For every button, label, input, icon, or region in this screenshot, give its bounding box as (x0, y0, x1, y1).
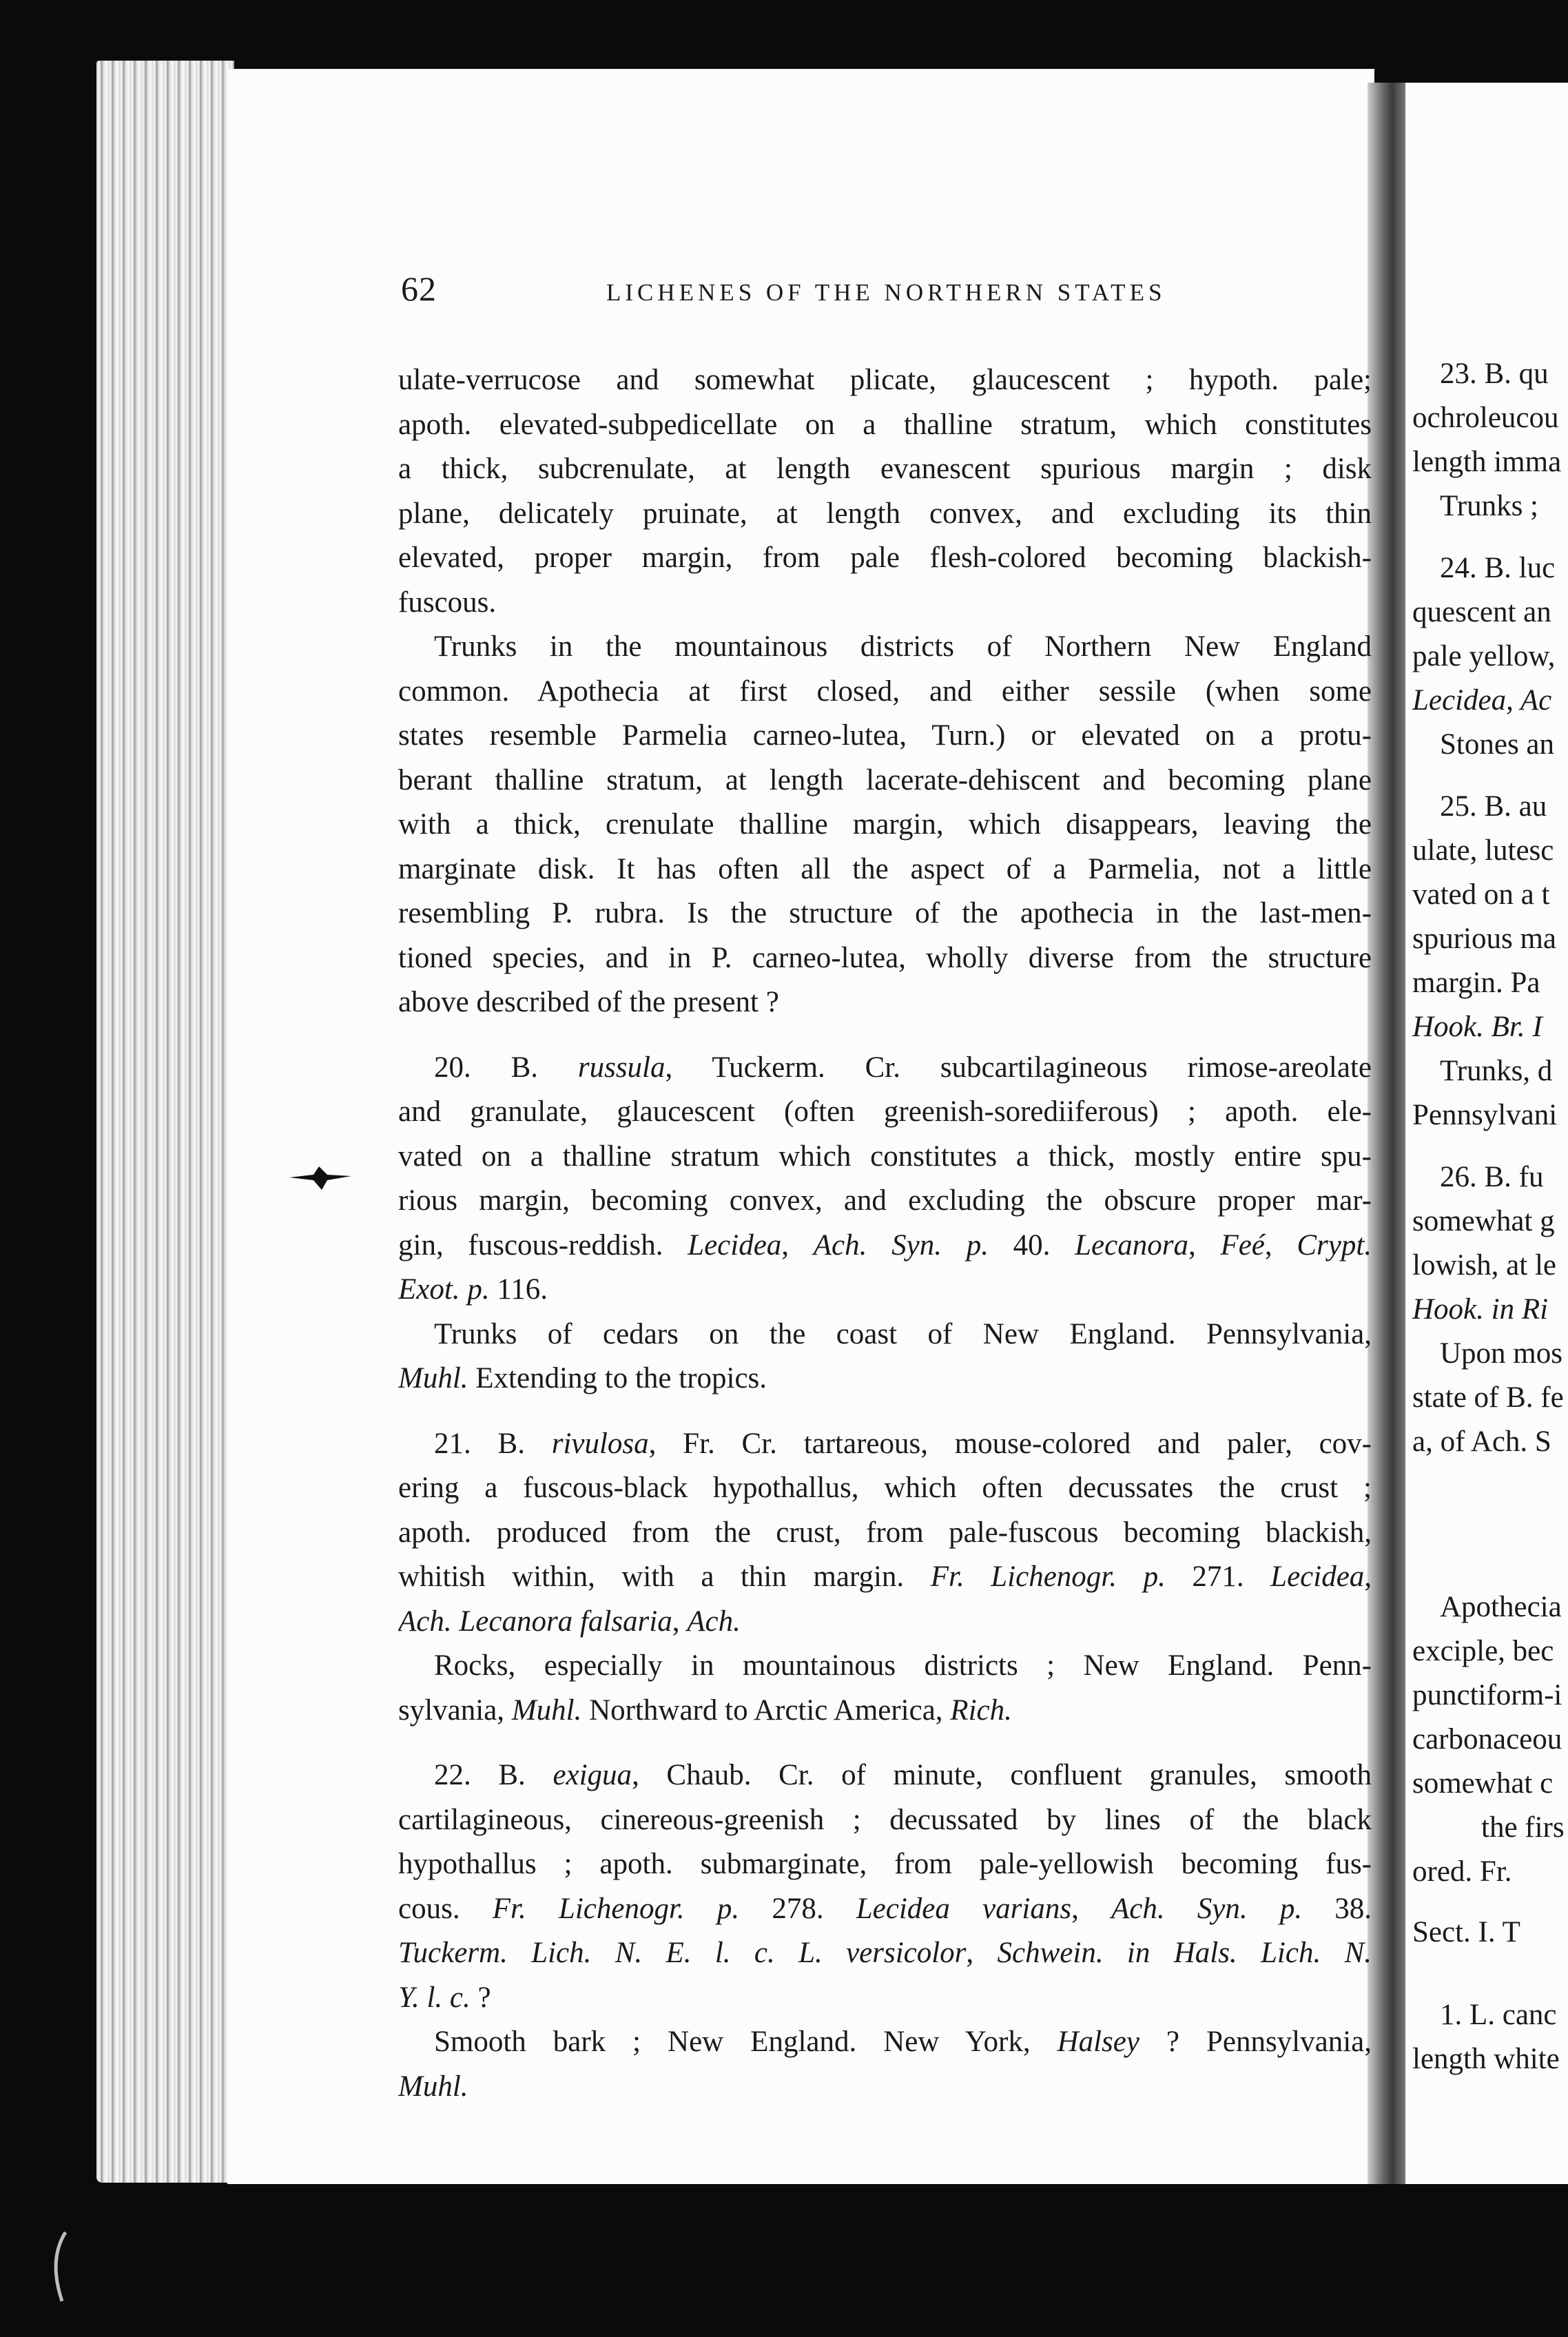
text-line: 20. B. russula, Tuckerm. Cr. subcartilagineous rimose-areolate (434, 1051, 1372, 1084)
text-line: common. Apothecia at first closed, and either sessile (when some (398, 675, 1372, 708)
text-line: tioned species, and in P. carneo-lutea, wholly diverse from the structure (398, 941, 1372, 974)
text-line: 22. B. exigua, Chaub. Cr. of minute, confluent granules, smooth (434, 1759, 1372, 1791)
right-line: ored. Fr. (1412, 1855, 1512, 1888)
right-line: somewhat c (1412, 1767, 1554, 1800)
text-line: ering a fuscous-black hypothallus, which often decussates the crust ; (398, 1472, 1372, 1504)
right-line: Upon mos (1440, 1337, 1562, 1370)
right-line: length imma (1412, 446, 1562, 478)
text-line: plane, delicately pruinate, at length convex, and excluding its thin (398, 497, 1372, 530)
right-line: spurious ma (1412, 923, 1557, 955)
text-line: whitish within, with a thin margin. Fr. Lichenogr. p. 271. Lecidea, (398, 1561, 1372, 1593)
text-line: Muhl. Extending to the tropics. (398, 1362, 767, 1394)
right-line: length white (1412, 2043, 1560, 2075)
right-line: Trunks ; (1440, 490, 1539, 522)
right-line: 26. B. fu (1440, 1161, 1544, 1193)
text-line: gin, fuscous-reddish. Lecidea, Ach. Syn. p. 40. Lecanora, Feé, Crypt. (398, 1228, 1372, 1262)
text-line: Rocks, especially in mountainous districts ; New England. Penn- (434, 1649, 1372, 1682)
right-line: punctiform-i (1412, 1679, 1562, 1711)
page-number: 62 (401, 269, 437, 308)
right-line: the firs (1481, 1811, 1565, 1844)
text-line: states resemble Parmelia carneo-lutea, Turn.) or elevated on a protu- (398, 719, 1372, 752)
right-line: a, of Ach. S (1412, 1425, 1551, 1458)
text-line: Y. l. c. ? (398, 1981, 491, 2014)
text-line: cous. Fr. Lichenogr. p. 278. Lecidea varians, Ach. Syn. p. 38. (398, 1892, 1372, 1925)
right-line: Apothecia (1440, 1591, 1562, 1623)
right-line: 23. B. qu (1440, 358, 1549, 390)
text-line: with a thick, crenulate thalline margin, which disappears, leaving the (398, 808, 1372, 841)
right-line: lowish, at le (1412, 1249, 1556, 1281)
text-line: marginate disk. It has often all the aspect of a Parmelia, not a little (398, 852, 1372, 885)
text-line: ulate-verrucose and somewhat plicate, glaucescent ; hypoth. pale; (398, 364, 1372, 396)
text-line: Trunks of cedars on the coast of New England. Pennsylvania, (434, 1317, 1372, 1350)
body-text (398, 358, 1372, 2109)
text-line: Muhl. (398, 2070, 468, 2103)
text-line: apoth. elevated-subpedicellate on a thalline stratum, which constitutes (398, 408, 1372, 441)
text-line: and granulate, glaucescent (often greenish-sorediiferous) ; apoth. ele- (398, 1095, 1372, 1128)
right-line: 1. L. canc (1440, 1999, 1557, 2031)
right-line: carbonaceou (1412, 1723, 1562, 1756)
right-line: exciple, bec (1412, 1635, 1554, 1667)
right-page (1405, 83, 1568, 2184)
text-line: above described of the present ? (398, 986, 779, 1018)
right-line: quescent an (1412, 596, 1551, 628)
right-line: state of B. fe (1412, 1381, 1564, 1414)
text-line: a thick, subcrenulate, at length evanescent spurious margin ; disk (398, 453, 1372, 485)
right-line: Pennsylvani (1412, 1099, 1558, 1131)
right-line: somewhat g (1412, 1205, 1555, 1237)
text-line: sylvania, Muhl. Northward to Arctic America, Rich. (398, 1693, 1012, 1727)
book-gutter (1368, 83, 1409, 2184)
text-line: Exot. p. 116. (398, 1273, 548, 1306)
text-line: 21. B. rivulosa, Fr. Cr. tartareous, mouse-colored and paler, cov- (434, 1427, 1372, 1460)
running-head: LICHENES OF THE NORTHERN STATES (606, 279, 1166, 306)
right-line: pale yellow, (1412, 640, 1556, 672)
text-line: apoth. produced from the crust, from pale-fuscous becoming blackish, (398, 1516, 1372, 1549)
page-edges (96, 61, 234, 2183)
right-line: Lecidea, Ac (1412, 684, 1552, 717)
right-line: Hook. Br. I (1412, 1011, 1543, 1043)
text-line: hypothallus ; apoth. submarginate, from pale-yellowish becoming fus- (398, 1848, 1372, 1880)
pointing-hand-icon (286, 1161, 355, 1195)
paragraph-gap (398, 1401, 1372, 1422)
right-line: ulate, lutesc (1412, 834, 1554, 867)
text-line: rious margin, becoming convex, and excluding the obscure proper mar- (398, 1184, 1372, 1217)
right-line: margin. Pa (1412, 967, 1540, 999)
right-line: Sect. I. T (1412, 1916, 1520, 1948)
text-line: Ach. Lecanora falsaria, Ach. (398, 1605, 741, 1638)
text-line: elevated, proper margin, from pale flesh-colored becoming blackish- (398, 542, 1372, 574)
text-line: vated on a thalline stratum which constitutes a thick, mostly entire spu- (398, 1140, 1372, 1173)
paragraph-gap (398, 1025, 1372, 1046)
right-line: Trunks, d (1440, 1055, 1553, 1087)
right-line: vated on a t (1412, 878, 1550, 911)
right-line: Hook. in Ri (1412, 1293, 1549, 1326)
text-line: Smooth bark ; New England. New York, Halsey ? Pennsylvania, (434, 2026, 1372, 2058)
text-line: berant thalline stratum, at length lacerate-dehiscent and becoming plane (398, 763, 1372, 796)
right-line: ochroleucou (1412, 402, 1559, 434)
text-line: fuscous. (398, 586, 497, 619)
text-line: Trunks in the mountainous districts of Northern New England (434, 630, 1372, 663)
text-line: Tuckerm. Lich. N. E. l. c. L. versicolor, Schwein. in Hals. Lich. N. (398, 1937, 1372, 1969)
paragraph-gap (398, 1733, 1372, 1753)
page-corner-mark (41, 2225, 76, 2308)
right-line: 25. B. au (1440, 790, 1547, 823)
text-line: resembling P. rubra. Is the structure of the apothecia in the last-men- (398, 897, 1372, 929)
right-line: 24. B. luc (1440, 552, 1556, 584)
right-line: Stones an (1440, 728, 1555, 761)
text-line: cartilagineous, cinereous-greenish ; decussated by lines of the black (398, 1803, 1372, 1836)
